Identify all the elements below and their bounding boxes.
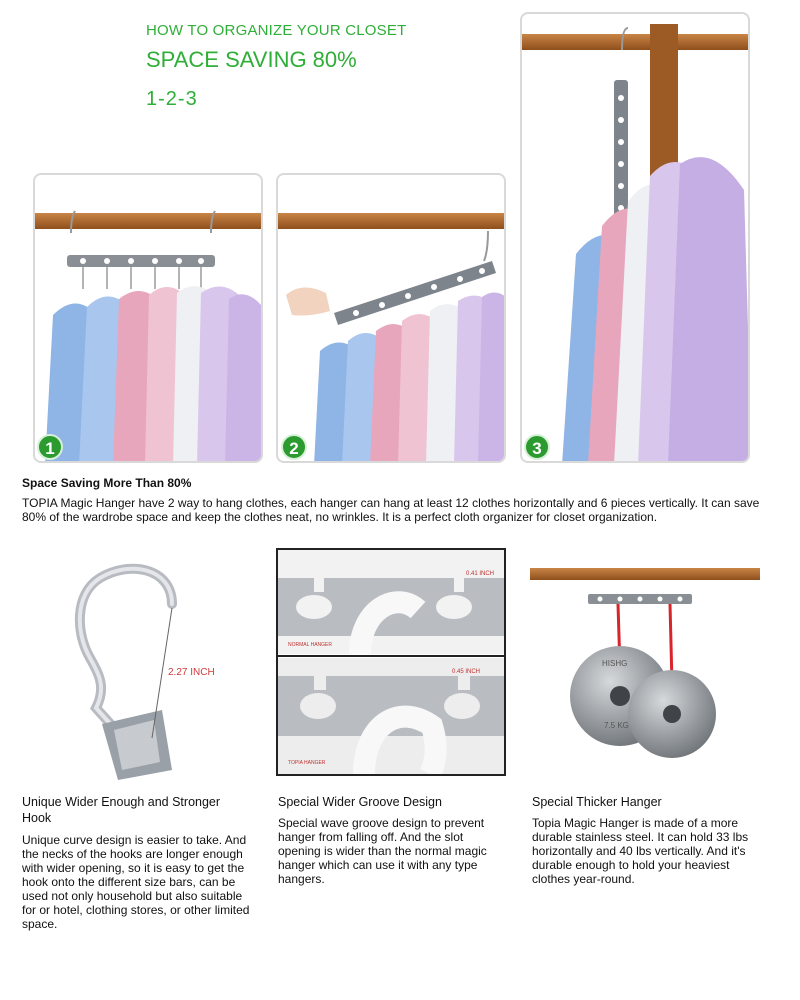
- hook-width-label: 2.27 INCH: [168, 667, 215, 678]
- hook-illustration: [22, 548, 252, 780]
- weight-test-illustration: [530, 548, 760, 780]
- section-title: Space Saving More Than 80%: [22, 476, 192, 490]
- hanger-pull-down-illustration: [278, 175, 506, 463]
- hero-banner: [0, 0, 800, 470]
- topia-groove-width-label: 0.45 INCH: [452, 669, 481, 675]
- feature-hook-description: Unique curve design is easier to take. And the necks of the hooks are longer enough with wider opening, so it is easy to get the hook onto the different size bars, can be used not only household but also suitable for or hotel, clothing stores, or other limited space.: [22, 833, 250, 931]
- hook-closeup-image: [22, 548, 252, 780]
- weight-plate-brand-label: HISHG: [602, 659, 628, 668]
- feature-thicker-description: Topia Magic Hanger is made of a more durable stainless steel. It can hold 33 lbs horizontally and 40 lbs vertically. And it's durable enough to hold your heaviest clothes year-round.: [532, 816, 749, 886]
- shirts-hanging-horizontal-illustration: [35, 175, 263, 463]
- step-2-badge: 2: [281, 434, 307, 460]
- step-3-image: [520, 12, 750, 463]
- groove-comparison-illustration: [278, 550, 504, 774]
- feature-thicker-title: Special Thicker Hanger: [532, 795, 662, 809]
- hand-shape: [286, 287, 330, 315]
- groove-comparison-image: [276, 548, 506, 776]
- step-1-image: [33, 173, 263, 463]
- banner-headline-steps: 1-2-3: [146, 88, 198, 110]
- normal-hanger-label: NORMAL HANGER: [288, 642, 332, 648]
- step-2-image: [276, 173, 506, 463]
- banner-headline-organize: HOW TO ORGANIZE YOUR CLOSET: [146, 22, 407, 39]
- section-body: TOPIA Magic Hanger have 2 way to hang clothes, each hanger can hang at least 12 clothes horizontally and 6 pieces vertically. It can save 80% of the wardrobe space and keep the clothes neat, no wrinkles. It is a perfect cloth organizer for closet organization.: [22, 496, 760, 524]
- step-1-badge: 1: [37, 434, 63, 460]
- feature-groove-title: Special Wider Groove Design: [278, 795, 442, 809]
- banner-headline-space-saving: SPACE SAVING 80%: [146, 47, 357, 72]
- feature-hook-title: Unique Wider Enough and Stronger Hook: [22, 795, 221, 825]
- weight-plate-kg-label: 7.5 KG: [604, 721, 629, 730]
- weight-test-image: [530, 548, 760, 780]
- step-3-badge: 3: [524, 434, 550, 460]
- shirts-hanging-vertical-illustration: [522, 14, 750, 463]
- normal-groove-width-label: 0.41 INCH: [466, 571, 495, 577]
- feature-groove-description: Special wave groove design to prevent hanger from falling off. And the slot opening is wider than the normal magic hanger which can use it with any type hangers.: [278, 816, 487, 886]
- topia-hanger-label: TOPIA HANGER: [288, 760, 326, 766]
